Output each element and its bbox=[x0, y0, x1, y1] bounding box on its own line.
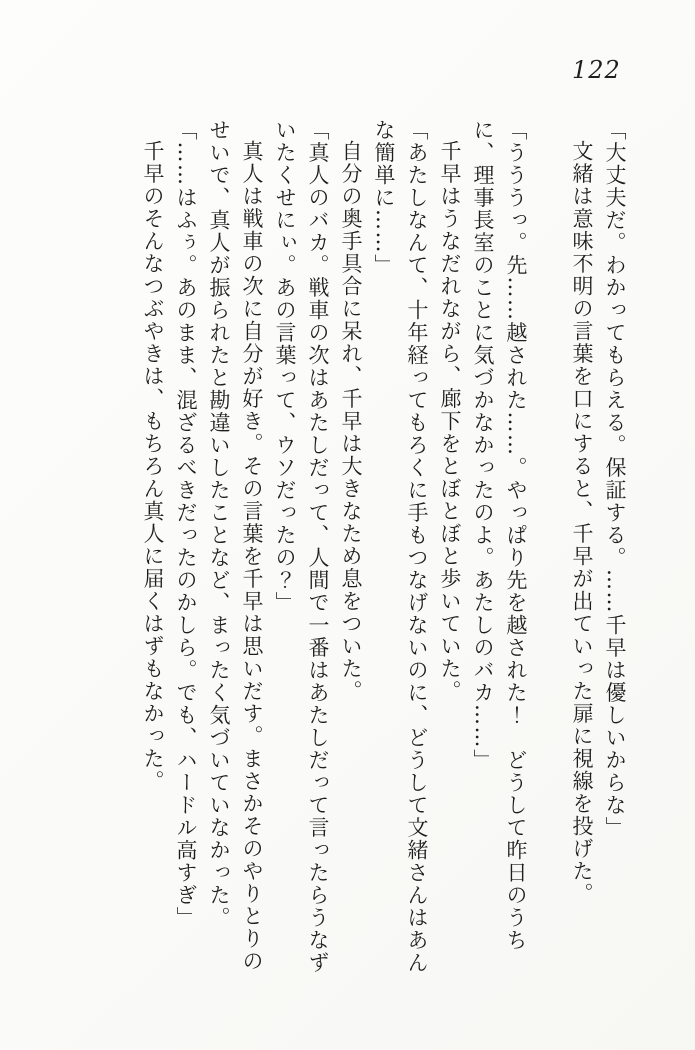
page-number: 122 bbox=[572, 56, 621, 84]
narrative-paragraph: 自分の奥手具合に呆れ、千早は大きなため息をついた。 bbox=[339, 140, 363, 703]
dialogue-paragraph: 「真人のバカ。戦車の次はあたしだって、人間で一番はあたしだって言ったらうなずいたくせにぃ。あの言葉って、ウソだったの？」 bbox=[273, 119, 330, 974]
narrative-paragraph: 文緒は意味不明の言葉を口にすると、千早が出ていった扉に視線を投げた。 bbox=[570, 140, 594, 905]
dialogue-paragraph: 「大丈夫だ。わかってもらえる。保証する。……千早は優しいからな」 bbox=[603, 119, 627, 839]
narrative-paragraph: 千早のそんなつぶやきは、もちろん真人に届くはずもなかった。 bbox=[141, 140, 165, 793]
narrative-paragraph: 千早はうなだれながら、廊下をとぼとぼと歩いていた。 bbox=[438, 140, 462, 703]
dialogue-paragraph: 「うううっ。先……越された……。やっぱり先を越された！ どうして昨日のうちに、理事長室のことに気づかなかったのよ。あたしのバカ……」 bbox=[471, 119, 528, 952]
narrative-paragraph: 真人は戦車の次に自分が好き。その言葉を千早は思いだす。まさかそのやりとりのせいで、真人が振られたと勘違いしたことなど、まったく気づいていなかった。 bbox=[207, 119, 264, 973]
dialogue-paragraph: 「あたしなんて、十年経ってもろくに手もつなげないのに、どうして文緒さんはあんな簡単に……」 bbox=[372, 119, 429, 974]
novel-text-block bbox=[135, 119, 631, 991]
dialogue-paragraph: 「……はふぅ。あのまま、混ざるべきだったのかしら。でも、ハードル高すぎ」 bbox=[174, 119, 198, 929]
